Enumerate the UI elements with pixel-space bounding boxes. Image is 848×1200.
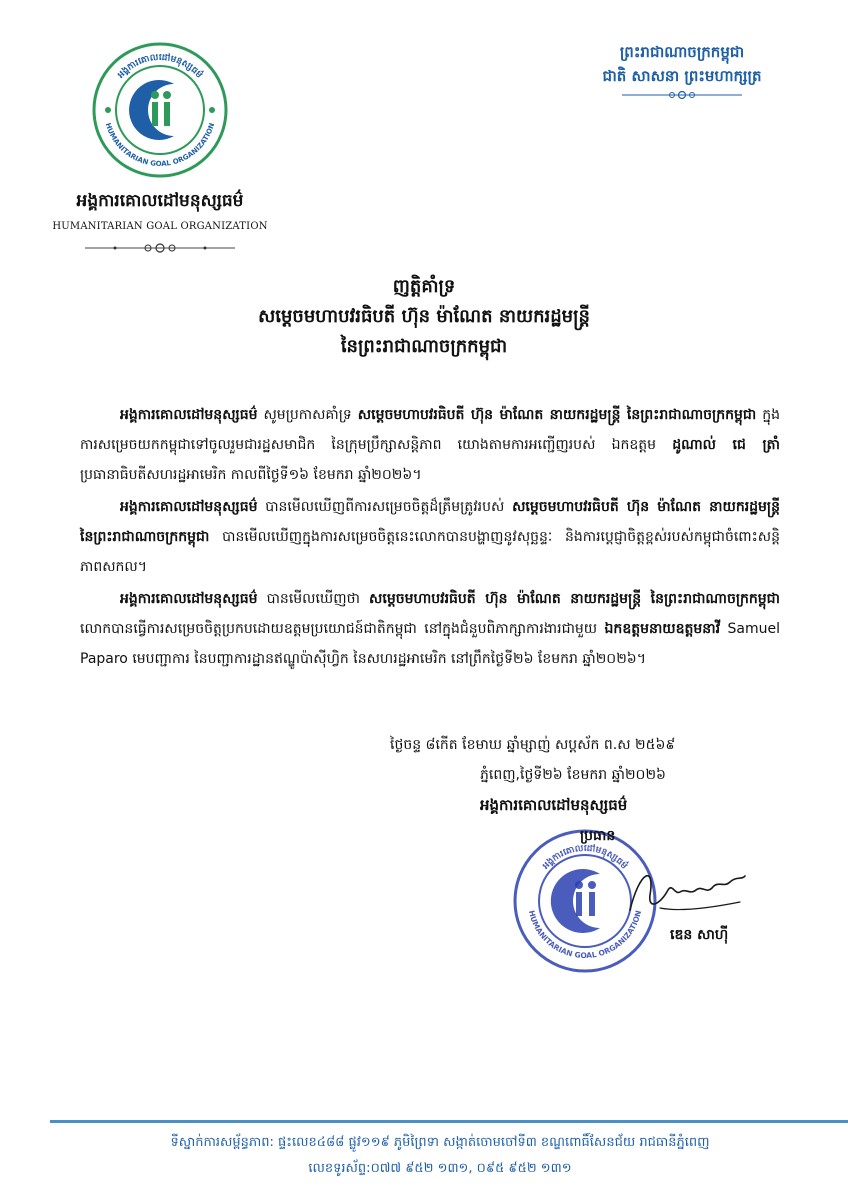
bold-text: សម្តេចមហាបវរធិបតី ហ៊ុន ម៉ាណែត នាយករដ្ឋមន្ត្រី នៃព្រះរាជាណាចក្រកម្ពុជា (369, 591, 780, 607)
place-date: ភ្នំពេញ,ថ្ងៃទី២៦ ខែមករា ឆ្នាំ២០២៦ (480, 767, 666, 783)
closing-block (380, 730, 760, 820)
bold-text: អង្គការគោលដៅមនុស្សធម៌ (120, 407, 258, 423)
stamp-ring-text-bottom: HUMANITARIAN GOAL ORGANIZATION (526, 909, 644, 961)
paragraph-2 (80, 492, 780, 582)
footer (60, 1130, 820, 1182)
text: បានមើលឃើញក្នុងការសម្រេចចិត្តនេះលោកបានបង្ហាញនូវសុច្ឆន្ទៈ និងការប្តេជ្ញាចិត្តខ្ពស់របស់កម្ពុជាចំពោះសន្តិភាពសកល។ (80, 529, 780, 575)
nation-line-1: ព្រះរាជាណាចក្រកម្ពុជា (619, 43, 745, 61)
text: សូមប្រកាសគាំទ្រ (257, 407, 358, 423)
bold-text: សម្តេចមហាបវរធិបតី ហ៊ុន ម៉ាណែត នាយករដ្ឋមន្ត្រី នៃព្រះរាជាណាចក្រកម្ពុជា (357, 407, 757, 423)
footer-divider (50, 1120, 848, 1123)
text: លោកបានធ្វើការសម្រេចចិត្តប្រកបដោយឧត្តមប្រយោជន៍ជាតិកម្ពុជា នៅក្នុងជំនួបពិភាក្សាការងារជាមួយ (80, 621, 605, 637)
org-header (40, 40, 280, 254)
bold-text: អង្គការគោលដៅមនុស្សធម៌ (120, 499, 258, 515)
text: ក្នុងការសម្រេចយកកម្ពុជាទៅចូលរួមជារដ្ឋសមាជិក នៃក្រុមប្រឹក្សាសន្តិភាព យោងតាមការអញ្ជើញរបស់ ឯកឧត្តម (80, 407, 780, 453)
logo-ring-text-top: អង្គការគោលដៅមនុស្សធម៌ (116, 52, 204, 81)
signer-position: ប្រធាន (580, 828, 616, 844)
document-body (80, 400, 780, 676)
lunar-date: ថ្ងៃចន្ទ ៨កើត ខែមាឃ ឆ្នាំម្សាញ់ សប្តស័ក ព.ស ២៥៦៩ (390, 737, 676, 753)
org-name-km: អង្គការគោលដៅមនុស្សធម៌ (76, 191, 244, 211)
title-line-3: នៃព្រះរាជាណាចក្រកម្ពុជា (340, 336, 508, 357)
closing-org-name: អង្គការគោលដៅមនុស្សធម៌ (480, 796, 628, 814)
text: ប្រធានាធិបតីសហរដ្ឋអាមេរិក កាលពីថ្ងៃទី១៦ ខែមករា ឆ្នាំ២០២៦។ (80, 467, 422, 483)
stamp-ring-text-top: អង្គការគោលដៅមនុស្សធម៌ (541, 843, 629, 872)
bold-text: ដូណាល់ ជេ ត្រាំ (672, 437, 780, 453)
footer-address: ទីស្នាក់ការសម្ព័ន្ធភាព: ផ្ទះលេខ៤៨៨ ផ្លូវ១១៩ ភូមិព្រៃទា សង្កាត់ចោមចៅទី៣ ខណ្ឌពោធិ៍សែនជ័យ រាជធានីភ្នំពេញ (170, 1135, 710, 1150)
bold-text: អង្គការគោលដៅមនុស្សធម៌ (120, 591, 258, 607)
logo-ring-text-bottom: HUMANITARIAN GOAL ORGANIZATION (103, 122, 217, 169)
ornament-divider (85, 242, 235, 254)
text: បានមើលឃើញថា (257, 591, 370, 607)
ornament-divider (622, 90, 742, 100)
text: Samuel Paparo មេបញ្ជាការ នៃបញ្ជាការដ្ឋានឥណ្ឌូប៉ាស៊ីហ្វិក នៃសហរដ្ឋអាមេរិក នៅព្រឹកថ្ងៃទី២៦ ខែមករា ឆ្នាំ២០២៦។ (80, 621, 780, 667)
text: បានមើលឃើញពីការសម្រេចចិត្តដ៏ត្រឹមត្រូវរបស់ (257, 499, 513, 515)
paragraph-3 (80, 584, 780, 674)
signer-name: ឌេន សាហ៊ី (670, 927, 729, 943)
org-name-en: HUMANITARIAN GOAL ORGANIZATION (52, 221, 268, 232)
title-line-1: ញត្តិគាំទ្រ (392, 276, 456, 297)
nation-line-2: ជាតិ សាសនា ព្រះមហាក្សត្រ (602, 67, 762, 85)
paragraph-1 (80, 400, 780, 490)
national-heading (552, 40, 812, 100)
footer-phone: លេខទូរស័ព្ទ:០៧៧ ៩៥២ ១៣១, ០៩៥ ៩៥២ ១៣១ (308, 1161, 572, 1176)
title-line-2: សម្តេចមហាបវរធិបតី ហ៊ុន ម៉ាណែត នាយករដ្ឋមន្ត្រី (258, 306, 590, 327)
bold-text: សម្តេចមហាបវរធិបតី ហ៊ុន ម៉ាណែត នាយករដ្ឋមន្ត្រី នៃព្រះរាជាណាចក្រកម្ពុជា (80, 499, 780, 545)
bold-text: ឯកឧត្តមនាយឧត្តមនាវី (604, 621, 721, 637)
document-title (100, 272, 748, 362)
org-logo (90, 40, 230, 180)
